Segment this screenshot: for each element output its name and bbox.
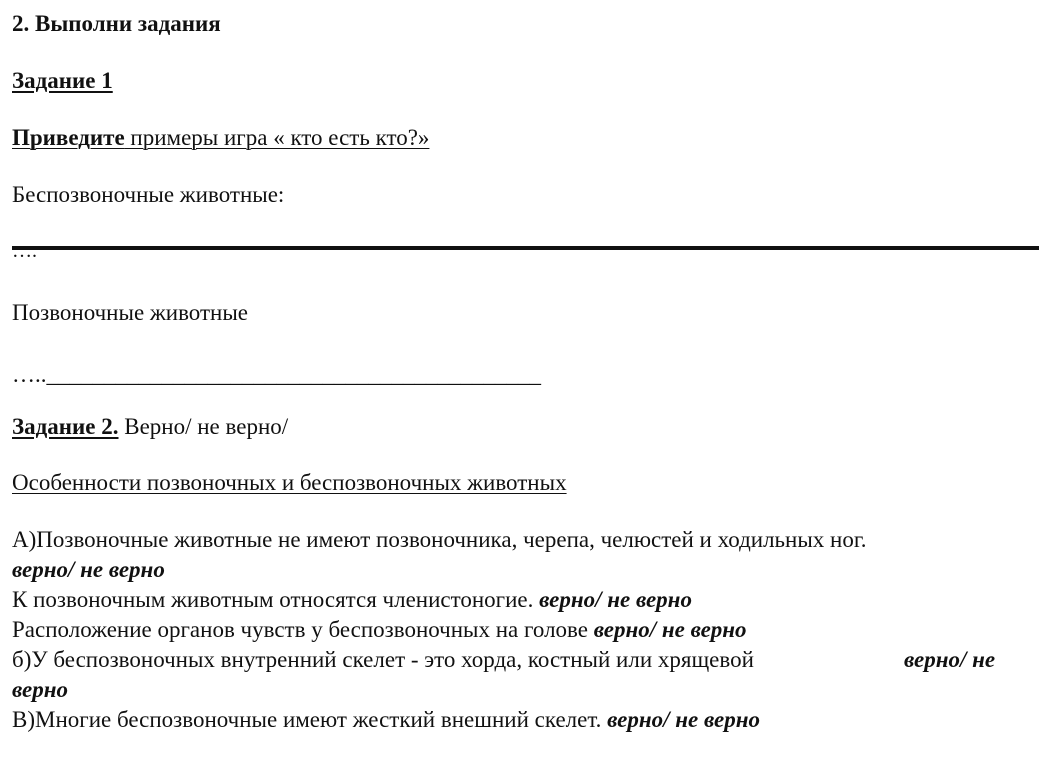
statement-choice: верно/ не верно <box>607 707 760 732</box>
vertebrates-answer: …..___________________________________________ <box>12 362 541 387</box>
instruction-verb: Приведите <box>12 125 125 150</box>
statement-text: Расположение органов чувств у беспозвоночных на голове <box>12 617 594 642</box>
statement-v <box>12 705 760 735</box>
statement-b: б)У беспозвоночных внутренний скелет - это хорда, костный или хрящевой <box>12 647 754 672</box>
task2-subheading: Особенности позвоночных и беспозвоночных животных <box>12 470 567 495</box>
statement-b-choice: верно/ не <box>904 647 996 672</box>
statement-choice: верно/ не верно <box>593 617 747 642</box>
invertebrates-label: Беспозвоночные животные: <box>12 182 285 207</box>
answer-line <box>12 246 1039 250</box>
task2-heading: Задание 2. <box>12 414 119 439</box>
statement-senses <box>12 615 747 645</box>
task2-heading-line <box>12 412 288 442</box>
invertebrates-answer: …. <box>12 240 37 262</box>
statement-text: К позвоночным животным относятся членистоногие. <box>12 587 540 612</box>
statement-a-choice: верно/ не верно <box>12 557 165 582</box>
task1-heading: Задание 1 <box>12 68 113 93</box>
statement-b-choice-cont: верно <box>12 677 68 702</box>
statement-text: В)Многие беспозвоночные имеют жесткий внешний скелет. <box>12 707 608 732</box>
section-heading: 2. Выполни задания <box>12 11 221 36</box>
vertebrates-label: Позвоночные животные <box>12 300 249 325</box>
task1-instruction <box>12 123 429 153</box>
task2-heading-rest: Верно/ не верно/ <box>118 414 289 439</box>
instruction-text: примеры игра « кто есть кто?» <box>124 125 430 150</box>
statement-a: А)Позвоночные животные не имеют позвоночника, черепа, челюстей и ходильных ног. <box>12 527 867 552</box>
statement-arthropods <box>12 585 692 615</box>
statement-choice: верно/ не верно <box>539 587 692 612</box>
